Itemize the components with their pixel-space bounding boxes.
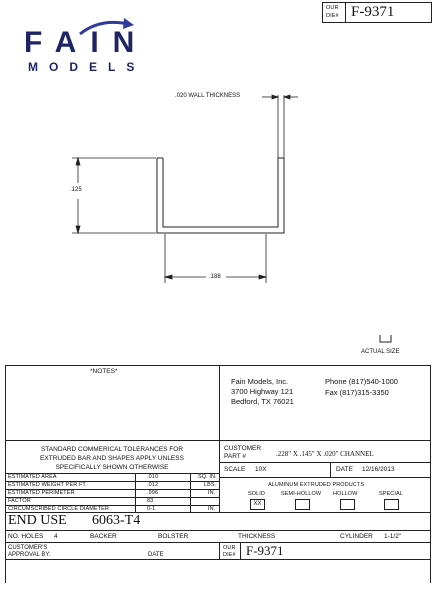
- scale-label: SCALE: [224, 466, 246, 473]
- actual-size-label: ACTUAL SIZE: [361, 349, 400, 355]
- property-unit: IN.: [208, 506, 216, 512]
- property-value: 83: [147, 498, 154, 504]
- hollow-checkbox[interactable]: [340, 499, 355, 510]
- date-value: 12/16/2013: [362, 466, 395, 473]
- approval-our-label: OUR: [223, 545, 236, 551]
- no-holes-value: 4: [54, 533, 58, 540]
- property-label: ESTIMATED WEIGHT PER FT.: [8, 482, 87, 488]
- wall-thickness-label: .020 WALL THICKNESS: [175, 93, 241, 99]
- table-row: [5, 489, 219, 497]
- channel-profile: [157, 158, 284, 233]
- date-label: DATE: [336, 466, 353, 473]
- end-use-value: 6063-T4: [92, 513, 141, 528]
- width-dim-label: .188: [209, 274, 221, 280]
- company-city: Bedford, TX 76021: [231, 397, 294, 406]
- table-row: [5, 473, 219, 481]
- property-value: 0-1: [147, 506, 156, 512]
- table-row: [5, 497, 219, 505]
- property-value: .996: [147, 490, 159, 496]
- company-name: Fain Models, Inc.: [231, 377, 289, 386]
- product-type-semi-hollow: SEMI-HOLLOW: [281, 491, 322, 497]
- property-value: .012: [147, 482, 159, 488]
- property-label: FACTOR: [8, 498, 31, 504]
- cylinder-value: 1-1/2": [384, 533, 402, 540]
- no-holes-label: NO. HOLES: [8, 533, 44, 540]
- tolerance-line-1: STANDARD COMMERICAL TOLERANCES FOR: [40, 446, 184, 453]
- tolerance-line-2: EXTRUDED BAR AND SHAPES APPLY UNLESS: [40, 455, 184, 462]
- header-our-label: OUR: [326, 5, 339, 11]
- wall-thickness-dimension: [262, 95, 298, 158]
- property-value: .010: [147, 474, 159, 480]
- scale-value: 10X: [255, 466, 267, 473]
- cylinder-label: CYLINDER: [340, 533, 373, 540]
- solid-checkbox[interactable]: XX: [250, 499, 265, 510]
- part-description: .228" X .145" X .020" CHANNEL: [276, 450, 374, 458]
- logo-brand: FAIN: [24, 26, 149, 59]
- header-die-label: DIE#: [326, 13, 339, 19]
- property-label: ESTIMATED PERIMETER: [8, 490, 75, 496]
- company-fax: Fax (817)315-3350: [325, 388, 389, 397]
- height-dim-label: .125: [70, 187, 82, 193]
- approval-die-number: F-9371: [246, 543, 284, 558]
- property-unit: LBS.: [204, 482, 217, 488]
- company-street: 3700 Highway 121: [231, 387, 294, 396]
- bolster-label: BOLSTER: [158, 533, 189, 540]
- product-type-hollow: HOLLOW: [333, 491, 358, 497]
- special-checkbox[interactable]: [384, 499, 399, 510]
- approval-label-1: CUSTOMER'S: [8, 545, 48, 551]
- products-title: ALUMINUM EXTRUDED PRODUCTS: [268, 482, 365, 488]
- approval-date-label: DATE: [148, 552, 164, 558]
- company-phone: Phone (817)540-1000: [325, 377, 398, 386]
- part-label: PART #: [224, 453, 247, 460]
- customer-label: CUSTOMER: [224, 445, 262, 452]
- header-die-number: F-9371: [351, 4, 395, 20]
- property-label: CIRCUMSCRIBED CIRCLE DIAMETER: [8, 506, 109, 512]
- semi-hollow-checkbox[interactable]: [295, 499, 310, 510]
- thickness-label: THICKNESS: [238, 533, 276, 540]
- property-label: ESTIMATED AREA: [8, 474, 57, 480]
- actual-size-icon: [380, 335, 391, 342]
- logo-sub: MODELS: [28, 60, 146, 74]
- height-dimension: [72, 158, 156, 233]
- property-unit: IN.: [208, 490, 216, 496]
- product-type-special: SPECIAL: [379, 491, 403, 497]
- property-unit: SQ. IN.: [198, 474, 217, 480]
- backer-label: BACKER: [90, 533, 117, 540]
- approval-die-label: DIE#: [223, 552, 236, 558]
- tolerance-note: [8, 445, 216, 472]
- table-row: [5, 481, 219, 489]
- tolerance-line-3: SPECIFICALLY SHOWN OTHERWISE: [55, 464, 169, 471]
- end-use-label: END USE: [8, 513, 67, 528]
- notes-title: *NOTES*: [90, 368, 118, 375]
- approval-label-2: APPROVAL BY:: [8, 552, 51, 558]
- product-type-solid: SOLID: [248, 491, 266, 497]
